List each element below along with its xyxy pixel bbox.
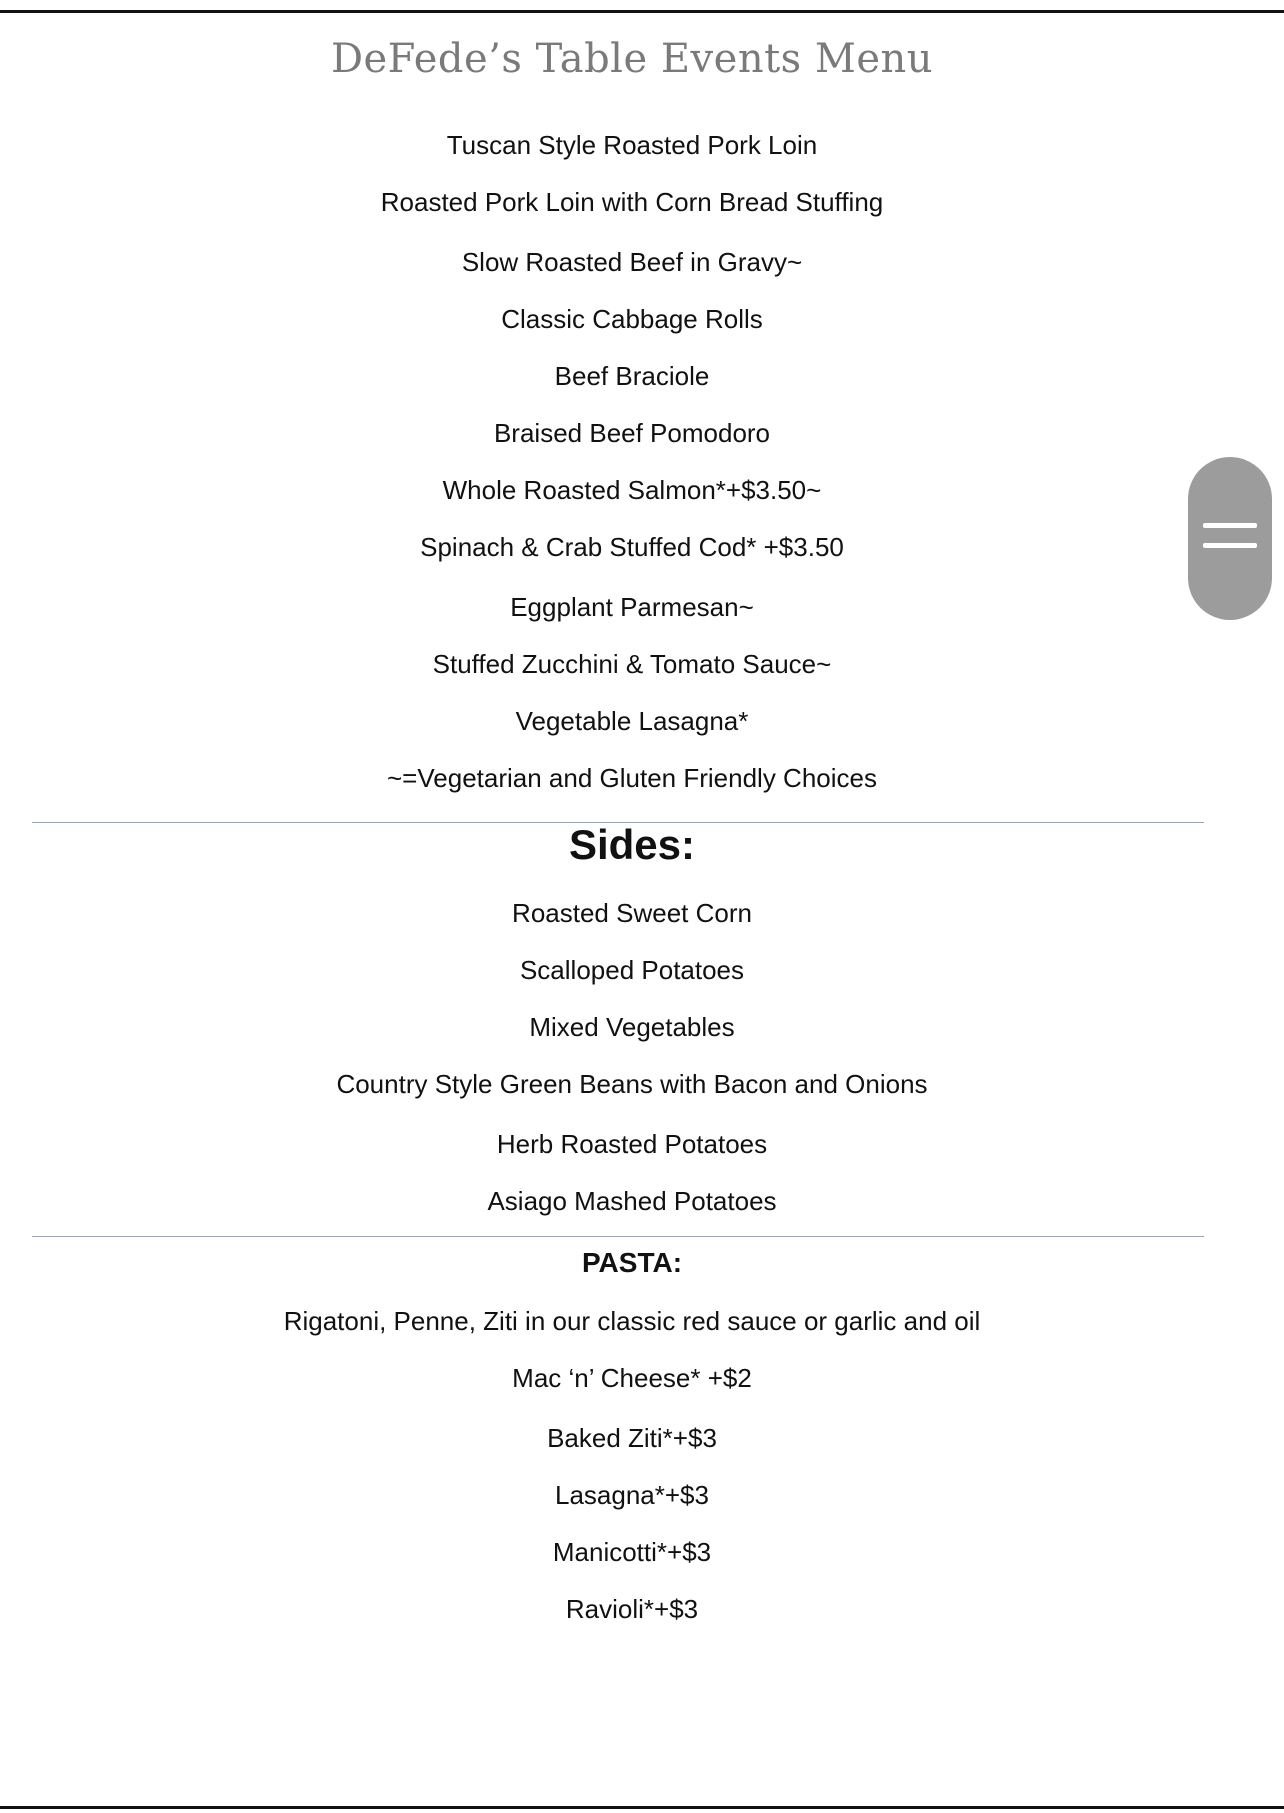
pasta-item: Ravioli*+$3 — [565, 1594, 699, 1624]
dietary-legend: ~=Vegetarian and Gluten Friendly Choices — [387, 763, 877, 793]
scroll-handle[interactable] — [1188, 457, 1272, 620]
page-top-border — [0, 10, 1284, 13]
entree-item: Braised Beef Pomodoro — [493, 418, 771, 448]
side-item: Country Style Green Beans with Bacon and Onions — [336, 1069, 928, 1099]
entree-item: Classic Cabbage Rolls — [501, 304, 763, 334]
pasta-item: Baked Ziti*+$3 — [547, 1423, 717, 1453]
page-bottom-border — [0, 1806, 1284, 1809]
section-divider — [32, 1236, 1204, 1237]
entree-item: Whole Roasted Salmon*+$3.50~ — [442, 475, 822, 505]
entree-item: Slow Roasted Beef in Gravy~ — [461, 247, 803, 277]
side-item: Herb Roasted Potatoes — [496, 1129, 768, 1159]
entree-item: Beef Braciole — [554, 361, 710, 391]
entree-item: Vegetable Lasagna* — [515, 706, 749, 736]
pasta-item: Lasagna*+$3 — [555, 1480, 709, 1510]
menu-title: DeFede’s Table Events Menu — [330, 36, 934, 82]
entree-item: Tuscan Style Roasted Pork Loin — [446, 130, 818, 160]
side-item: Asiago Mashed Potatoes — [487, 1186, 777, 1216]
grip-line-icon — [1203, 523, 1257, 528]
grip-line-icon — [1203, 543, 1257, 548]
entree-item: Roasted Pork Loin with Corn Bread Stuffing — [380, 187, 884, 217]
pasta-item: Manicotti*+$3 — [552, 1537, 712, 1567]
sides-heading: Sides: — [568, 821, 696, 868]
side-item: Mixed Vegetables — [529, 1012, 735, 1042]
side-item: Scalloped Potatoes — [519, 955, 745, 985]
pasta-item: Rigatoni, Penne, Ziti in our classic red sauce or garlic and oil — [283, 1306, 981, 1336]
entree-item: Eggplant Parmesan~ — [510, 592, 754, 622]
side-item: Roasted Sweet Corn — [512, 898, 752, 928]
entree-item: Stuffed Zucchini & Tomato Sauce~ — [432, 649, 832, 679]
entree-item: Spinach & Crab Stuffed Cod* +$3.50 — [420, 532, 844, 562]
pasta-item: Mac ‘n’ Cheese* +$2 — [512, 1363, 752, 1393]
pasta-heading: PASTA: — [581, 1247, 683, 1278]
